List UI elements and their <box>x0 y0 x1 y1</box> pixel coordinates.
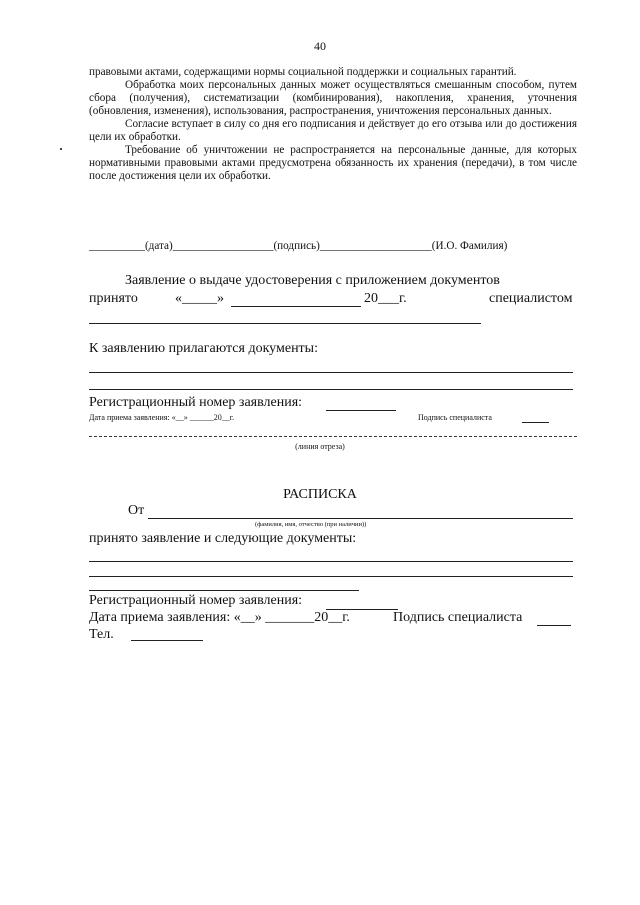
reg-number-label: Регистрационный номер заявления: <box>89 395 303 410</box>
statement-date-rule <box>231 306 361 307</box>
attachments-label: К заявлению прилагаются документы: <box>89 341 318 356</box>
receipt-docs-rule-3 <box>89 590 359 591</box>
statement-date: «_____» <box>175 291 224 306</box>
paragraph-4: Требование об уничтожении не распространяется на персональные данные, для которых нормативными правовыми актами предусмотрена обязанность их хранения (передачи), в том числе после достижения цели их обработки. <box>89 144 577 182</box>
receipt-date-received-label: Дата приема заявления: «__» _______20__г. <box>89 610 350 625</box>
reg-number-rule <box>326 410 396 411</box>
receipt-title: РАСПИСКА <box>283 487 357 502</box>
paragraph-3: Согласие вступает в силу со дня его подписания и действует до его отзыва или до достижения цели их обработки. <box>89 118 577 143</box>
receipt-phone-rule <box>131 640 203 641</box>
date-label: (дата) <box>144 240 173 252</box>
attachments-rule-2 <box>89 389 573 390</box>
scan-speck <box>60 148 62 150</box>
cut-line-label: (линия отреза) <box>295 442 345 451</box>
page-number: 40 <box>314 39 326 53</box>
statement-accepted: принято <box>89 291 138 306</box>
specialist-signature-label: Подпись специалиста <box>418 413 492 422</box>
receipt-from-rule <box>148 518 573 519</box>
consent-text <box>89 66 577 183</box>
receipt-docs-rule-2 <box>89 576 573 577</box>
receipt-from-label: От <box>128 503 145 518</box>
attachments-rule-1 <box>89 372 573 373</box>
signature-line: __________(дата)__________________(подпись)____________________(И.О. Фамилия) <box>89 240 508 252</box>
specialist-signature-rule <box>522 422 549 423</box>
receipt-phone-label: Тел. <box>89 627 114 642</box>
paragraph-1: правовыми актами, содержащими нормы социальной поддержки и социальных гарантий. <box>89 66 517 78</box>
statement-year: 20___г. <box>364 291 407 306</box>
receipt-accepted-docs: принято заявление и следующие документы: <box>89 531 357 546</box>
name-label: (И.О. Фамилия) <box>431 240 508 252</box>
paragraph-2: Обработка моих персональных данных может осуществляться смешанным способом, путем сбора (получения), систематизации (комбинирования), накопления, хранения, уточнения (обновления, изменения), использования, распространения, уничтожения персональных данных. <box>89 79 577 117</box>
receipt-specialist-signature-label: Подпись специалиста <box>393 610 523 625</box>
statement-line-1: Заявление о выдаче удостоверения с приложением документов <box>125 273 500 288</box>
signature-label: (подпись) <box>273 240 320 252</box>
receipt-specialist-signature-rule <box>537 625 571 626</box>
cut-line <box>89 436 577 437</box>
receipt-reg-number-label: Регистрационный номер заявления: <box>89 593 303 608</box>
receipt-docs-rule-1 <box>89 561 573 562</box>
statement-specialist: специалистом <box>489 291 573 306</box>
receipt-name-hint: (фамилия, имя, отчество (при наличии)) <box>255 521 367 528</box>
date-received-label: Дата приема заявления: «__» ______20__г. <box>89 413 235 422</box>
specialist-name-rule <box>89 323 481 324</box>
